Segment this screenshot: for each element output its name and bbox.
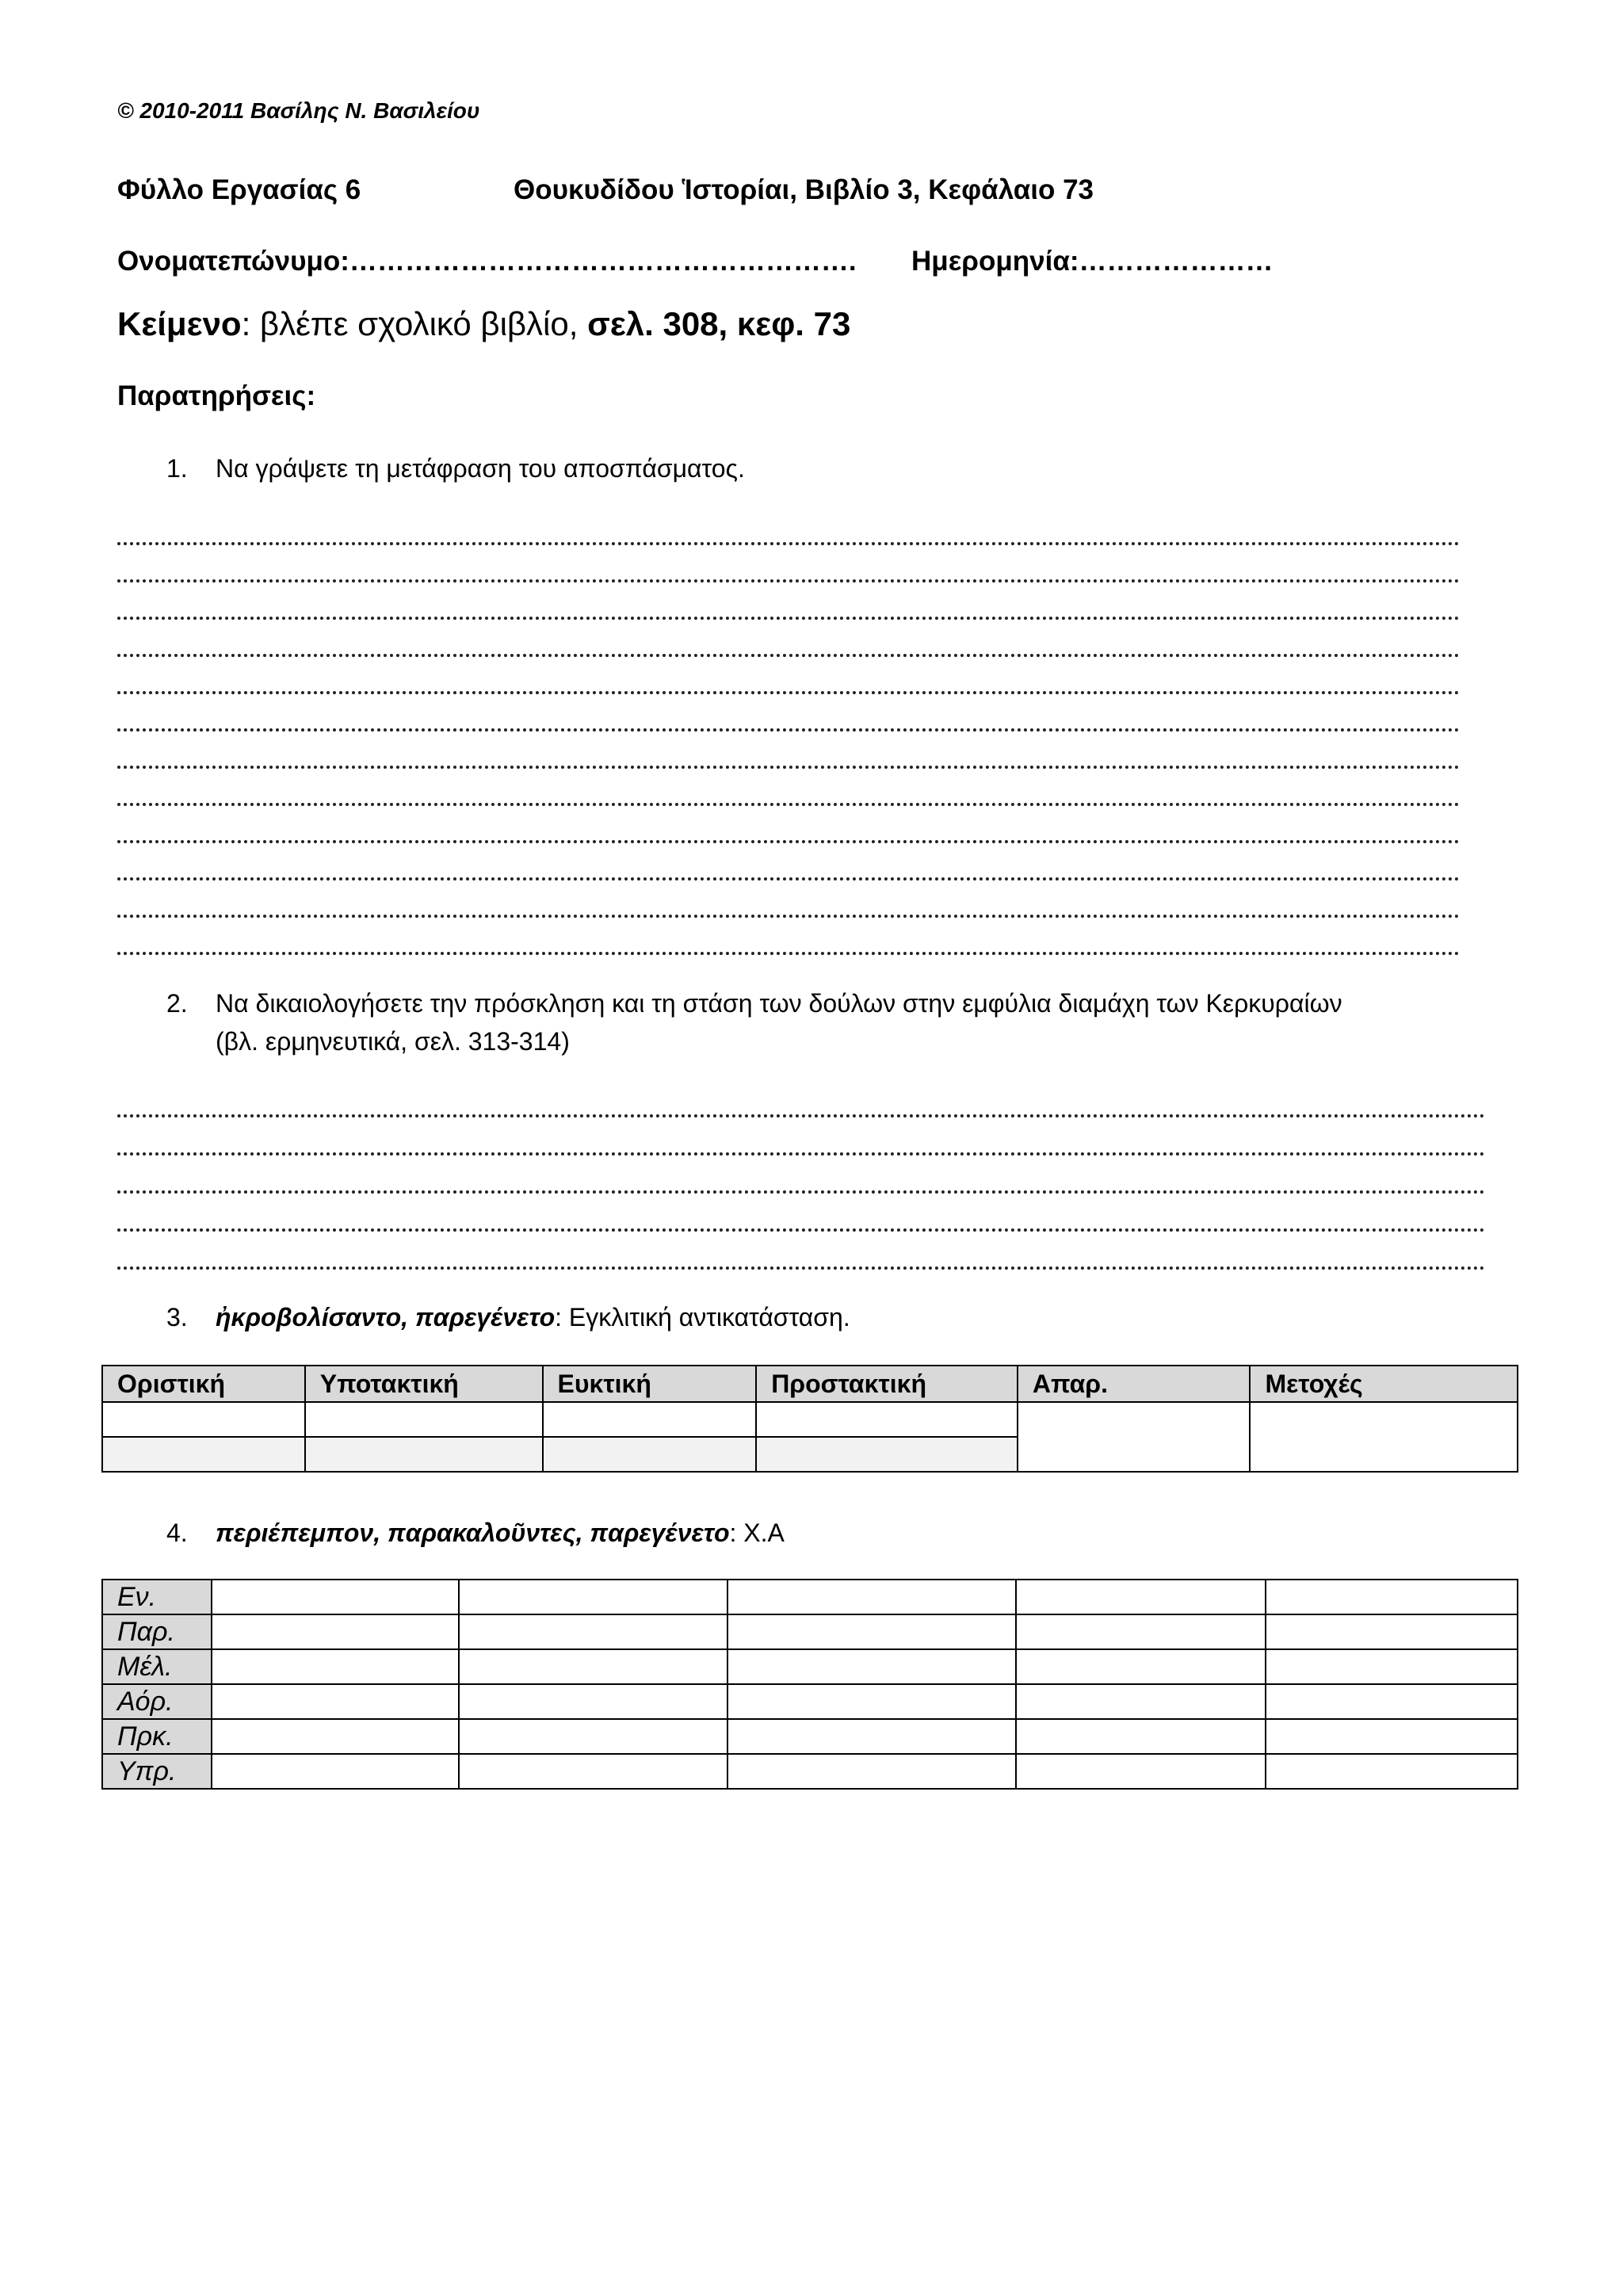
answer-line[interactable]: [117, 1238, 1485, 1270]
worksheet-title: Φύλλο Εργασίας 6: [117, 174, 361, 205]
question-emphasis: ἠκροβολίσαντο, παρεγένετο: [216, 1303, 556, 1331]
answer-cell[interactable]: [459, 1649, 728, 1684]
text-ref-label: Κείμενο: [117, 305, 242, 342]
answer-cell[interactable]: [459, 1684, 728, 1719]
answer-cell[interactable]: [1266, 1580, 1518, 1614]
header-cell: Υποτακτική: [305, 1366, 543, 1402]
answer-cell[interactable]: [1266, 1684, 1518, 1719]
question-number: 4.: [166, 1519, 188, 1547]
question-number: 1.: [166, 454, 188, 483]
copyright-notice: © 2010-2011 Βασίλης Ν. Βασιλείου: [117, 98, 480, 123]
answer-cell[interactable]: [1016, 1649, 1266, 1684]
answer-cell[interactable]: [543, 1402, 757, 1437]
answer-cell[interactable]: [102, 1437, 305, 1472]
answer-cell[interactable]: [1016, 1614, 1266, 1649]
table-row: [102, 1719, 1518, 1754]
table-row: [102, 1614, 1518, 1649]
answer-cell[interactable]: [727, 1580, 1016, 1614]
answer-line[interactable]: [117, 700, 1460, 732]
answer-line[interactable]: [117, 1162, 1485, 1194]
answer-cell[interactable]: [1016, 1719, 1266, 1754]
table-row: [102, 1649, 1518, 1684]
moods-table: [101, 1365, 1518, 1473]
answer-cell-infinitive[interactable]: [1018, 1402, 1251, 1472]
text-ref-middle: : βλέπε σχολικό βιβλίο,: [241, 305, 588, 342]
answer-line[interactable]: [117, 886, 1460, 918]
answer-cell[interactable]: [212, 1614, 459, 1649]
observations-heading: Παρατηρήσεις:: [117, 380, 316, 411]
answer-cell[interactable]: [212, 1649, 459, 1684]
answer-cell[interactable]: [1266, 1649, 1518, 1684]
answer-cell-participles[interactable]: [1250, 1402, 1518, 1472]
answer-cell[interactable]: [459, 1614, 728, 1649]
answer-cell[interactable]: [212, 1684, 459, 1719]
answer-cell[interactable]: [212, 1754, 459, 1789]
question-rest: : Χ.Α: [729, 1519, 785, 1547]
table-row: [102, 1580, 1518, 1614]
answer-line[interactable]: [117, 1086, 1485, 1117]
table-row: [102, 1684, 1518, 1719]
answer-cell[interactable]: [1266, 1754, 1518, 1789]
answer-cell[interactable]: [727, 1754, 1016, 1789]
answer-cell[interactable]: [727, 1719, 1016, 1754]
answer-cell[interactable]: [727, 1614, 1016, 1649]
question-text: [216, 1303, 850, 1332]
text-ref-pages: σελ. 308, κεφ. 73: [587, 305, 851, 342]
answer-cell[interactable]: [543, 1437, 757, 1472]
answer-line[interactable]: [117, 812, 1460, 843]
answer-cell[interactable]: [459, 1580, 728, 1614]
answer-cell[interactable]: [727, 1649, 1016, 1684]
answer-line[interactable]: [117, 737, 1460, 769]
header-cell: Οριστική: [102, 1366, 305, 1402]
answer-line[interactable]: [117, 551, 1460, 583]
answer-line[interactable]: [117, 849, 1460, 881]
question-emphasis: περιέπεμπον, παρακαλοῦντες, παρεγένετο: [216, 1519, 730, 1547]
answer-line[interactable]: [117, 514, 1460, 545]
moods-header-row: [102, 1366, 1518, 1402]
tenses-table: [101, 1579, 1518, 1790]
answer-cell[interactable]: [727, 1684, 1016, 1719]
header-cell: Απαρ.: [1018, 1366, 1251, 1402]
answer-line[interactable]: [117, 625, 1460, 657]
tense-label: Μέλ.: [102, 1649, 212, 1684]
answer-cell[interactable]: [305, 1437, 543, 1472]
header-cell: Προστακτική: [756, 1366, 1018, 1402]
answer-line[interactable]: [117, 1124, 1485, 1156]
header-cell: Ευκτική: [543, 1366, 757, 1402]
table-row: [102, 1402, 1518, 1437]
name-field-label[interactable]: Ονοματεπώνυμο:……………………………………………….: [117, 246, 857, 277]
question-text-continued: (βλ. ερμηνευτικά, σελ. 313-314): [216, 1027, 570, 1056]
answer-cell[interactable]: [459, 1719, 728, 1754]
table-row: [102, 1754, 1518, 1789]
question-number: 2.: [166, 989, 188, 1018]
header-cell: Μετοχές: [1250, 1366, 1518, 1402]
answer-line[interactable]: [117, 1200, 1485, 1232]
question-text: Να δικαιολογήσετε την πρόσκληση και τη στάση των δούλων στην εμφύλια διαμάχη των Κερκυραίων: [216, 989, 1342, 1018]
question-text: Να γράψετε τη μετάφραση του αποσπάσματος.: [216, 454, 745, 483]
date-field-label[interactable]: Ημερομηνία:…………………: [911, 246, 1274, 277]
tense-label: Πρκ.: [102, 1719, 212, 1754]
answer-cell[interactable]: [1016, 1580, 1266, 1614]
answer-line[interactable]: [117, 923, 1460, 955]
tense-label: Εν.: [102, 1580, 212, 1614]
answer-cell[interactable]: [212, 1719, 459, 1754]
answer-cell[interactable]: [212, 1580, 459, 1614]
answer-cell[interactable]: [1016, 1684, 1266, 1719]
answer-line[interactable]: [117, 774, 1460, 806]
answer-cell[interactable]: [1266, 1719, 1518, 1754]
source-title: Θουκυδίδου Ἱστορίαι, Βιβλίο 3, Κεφάλαιο 73: [514, 174, 1094, 205]
question-text: [216, 1519, 785, 1548]
tense-label: Αόρ.: [102, 1684, 212, 1719]
answer-cell[interactable]: [102, 1402, 305, 1437]
answer-cell[interactable]: [1266, 1614, 1518, 1649]
tense-label: Παρ.: [102, 1614, 212, 1649]
answer-cell[interactable]: [1016, 1754, 1266, 1789]
answer-cell[interactable]: [459, 1754, 728, 1789]
question-rest: : Εγκλιτική αντικατάσταση.: [555, 1303, 850, 1331]
answer-cell[interactable]: [305, 1402, 543, 1437]
answer-cell[interactable]: [756, 1437, 1018, 1472]
tense-label: Υπρ.: [102, 1754, 212, 1789]
text-reference: [117, 305, 850, 343]
question-number: 3.: [166, 1303, 188, 1331]
answer-line[interactable]: [117, 588, 1460, 620]
answer-cell[interactable]: [756, 1402, 1018, 1437]
answer-line[interactable]: [117, 663, 1460, 694]
